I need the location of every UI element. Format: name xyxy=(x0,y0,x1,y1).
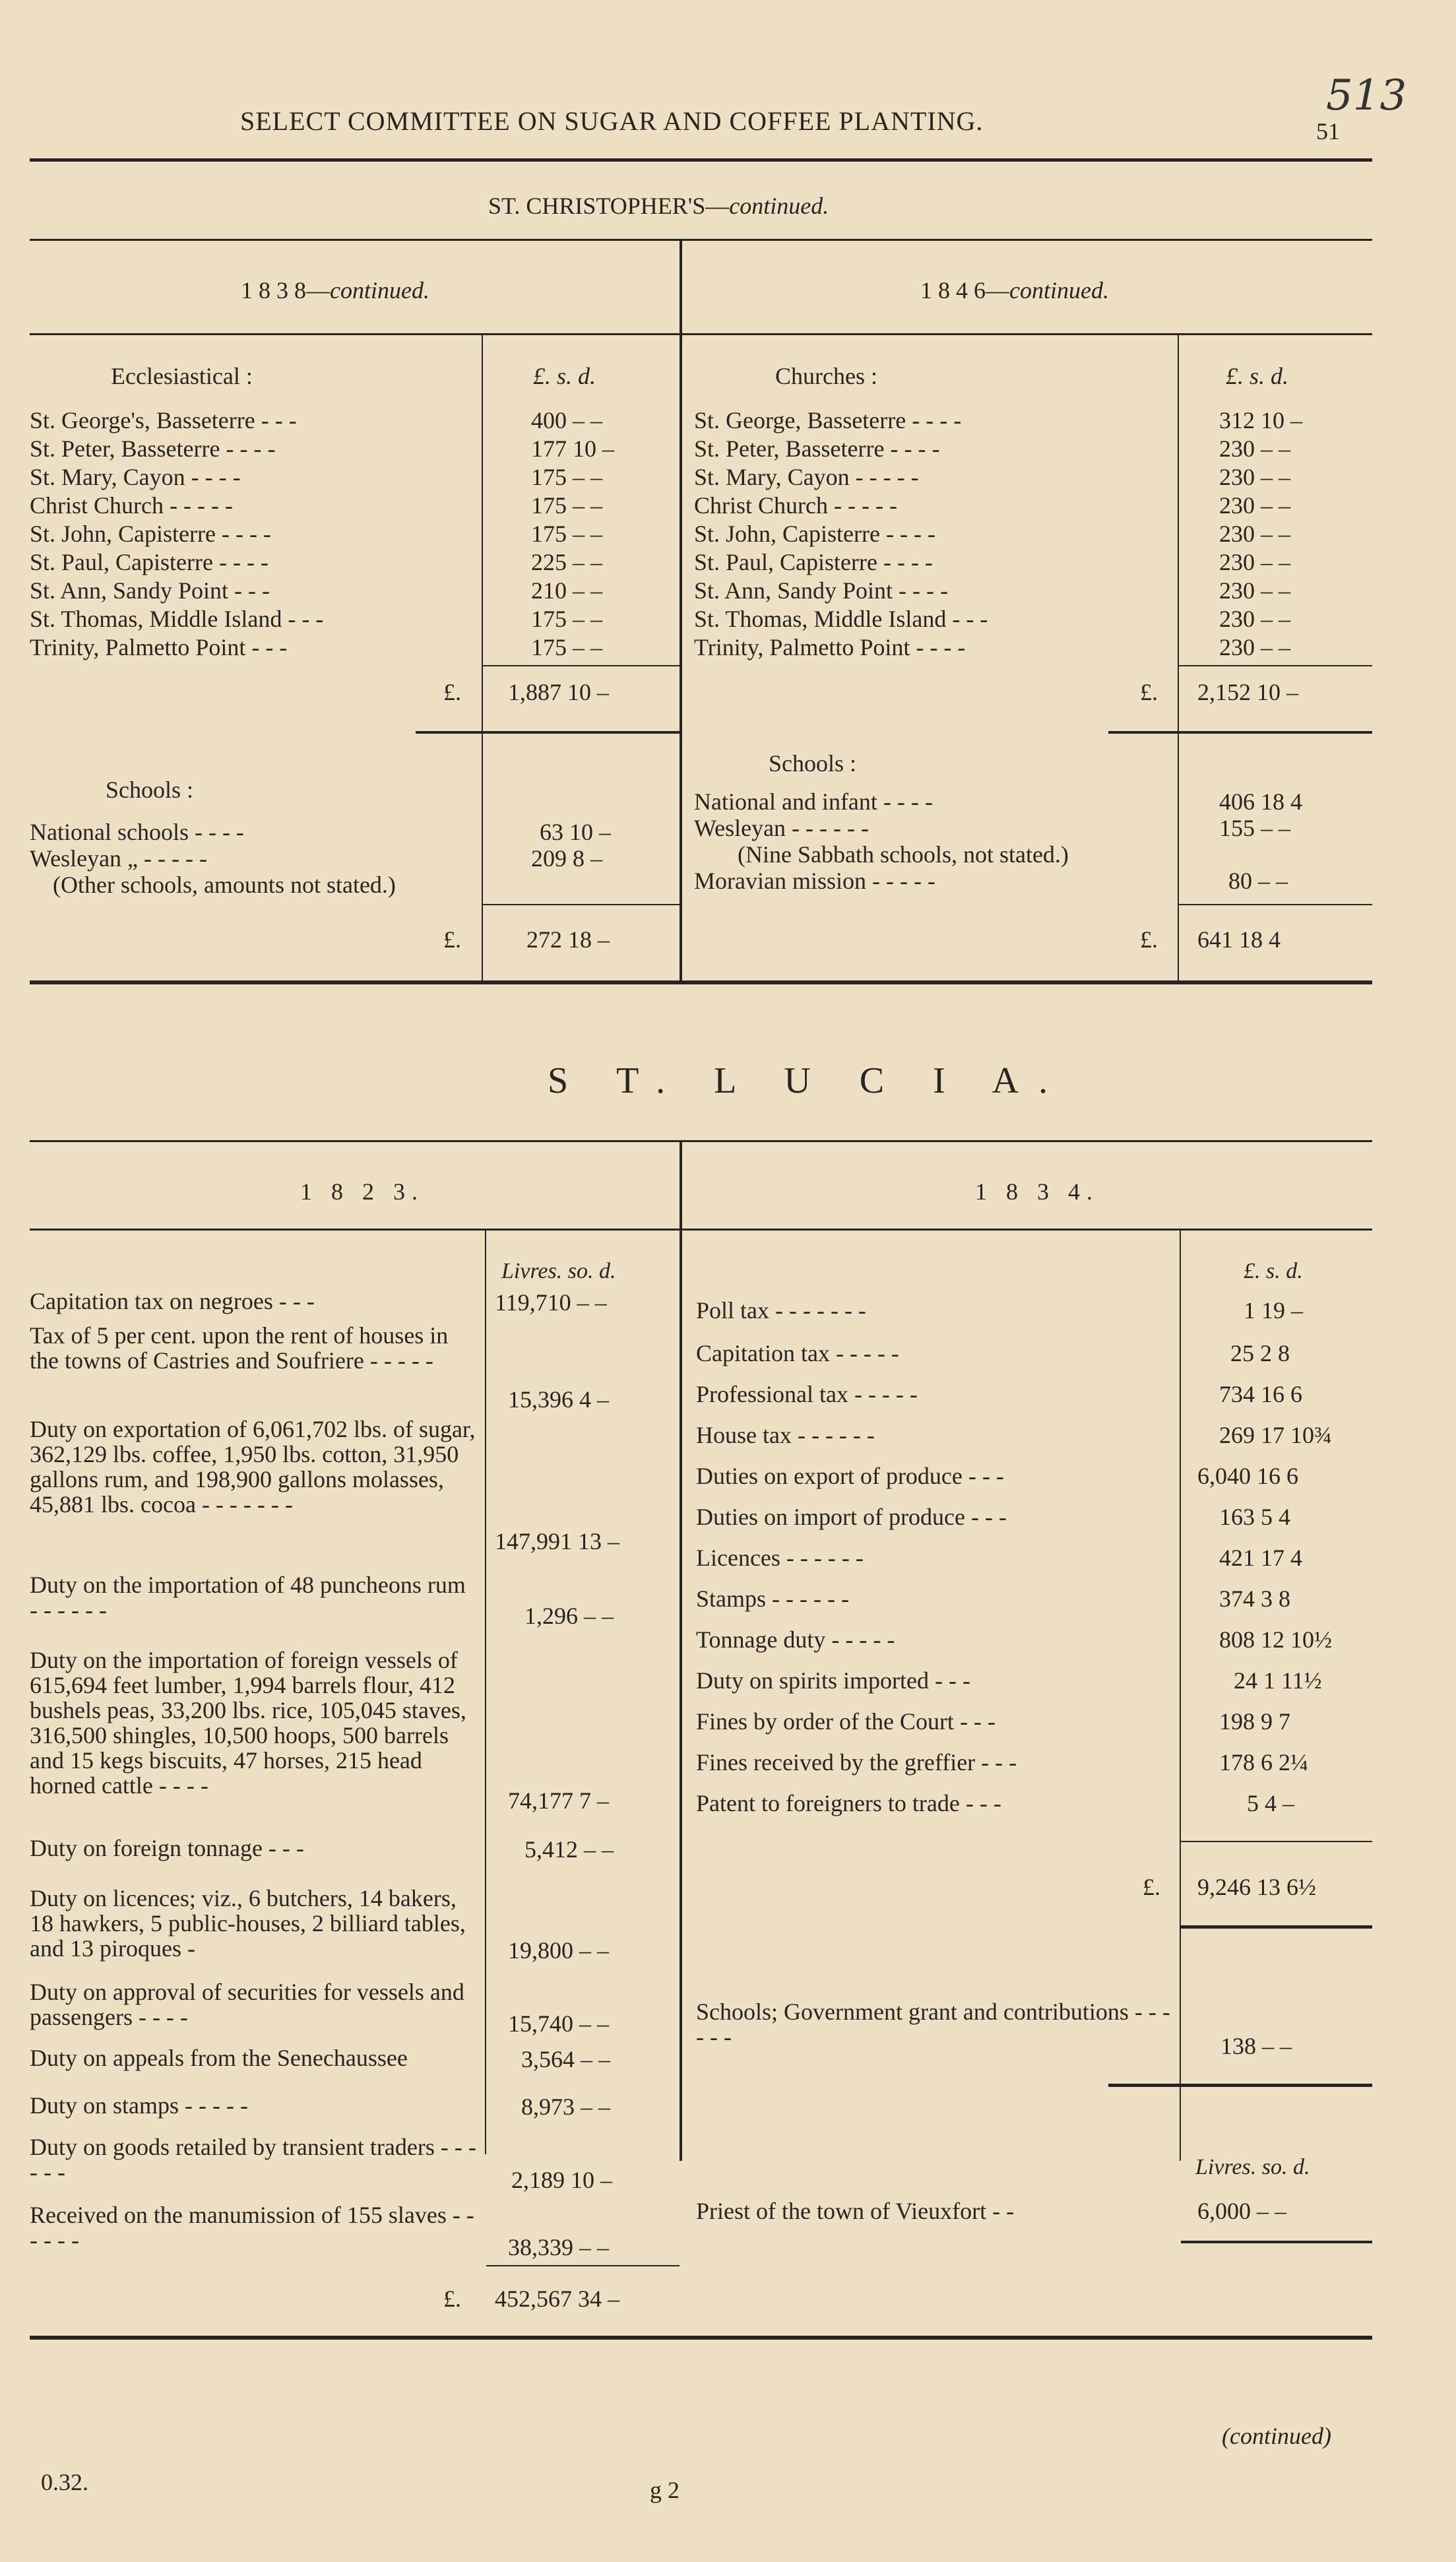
revenue-amount: 808 12 10½ xyxy=(1219,1626,1332,1653)
churches-label: Churches : xyxy=(775,363,877,389)
revenue-amount: 269 17 10¾ xyxy=(1219,1422,1332,1448)
footer-left-mark: 0.32. xyxy=(41,2469,88,2495)
running-header-title: SELECT COMMITTEE ON SUGAR AND COFFEE PLANTING. xyxy=(240,106,984,136)
revenue-amount: 25 2 8 xyxy=(1230,1340,1290,1366)
stl-right-total-rule xyxy=(1181,1925,1372,1929)
year-italic: continued. xyxy=(1009,277,1109,304)
stl-schools-rule xyxy=(1108,2084,1372,2087)
manuscript-folio-number: 513 xyxy=(1326,71,1407,120)
revenue-amount: 15,740 – – xyxy=(508,2010,609,2037)
stl-right-year: 1 8 3 4. xyxy=(975,1178,1099,1205)
revenue-item: Duties on import of produce - - - xyxy=(696,1504,1007,1530)
section-subtitle xyxy=(488,191,829,220)
church-amount: 230 – – xyxy=(1219,549,1290,575)
revenue-amount: 3,564 – – xyxy=(521,2046,610,2072)
footer-signature-mark: g 2 xyxy=(650,2477,680,2503)
priest-amount: 6,000 – – xyxy=(1197,2198,1286,2224)
church-name: St. George's, Basseterre - - - xyxy=(30,407,297,433)
stl-left-amt-divider xyxy=(485,1231,486,2154)
revenue-amount: 147,991 13 – xyxy=(495,1528,619,1554)
church-amount: 175 – – xyxy=(531,492,602,519)
schools-grant-text: Schools; Government grant and contributions - - - - - - xyxy=(696,1999,1170,2050)
ecclesiastical-label: Ecclesiastical : xyxy=(111,363,253,389)
revenue-amount: 1 19 – xyxy=(1244,1297,1303,1324)
revenue-item: Poll tax - - - - - - - xyxy=(696,1297,866,1324)
revenue-item: Duty on the importation of foreign vessels of 615,694 feet lumber, 1,994 barrels flour, 412 bushels peas, 33,200 lbs. rice, 105,045 staves, 316,500 shingles, 10,500 hoops, 500 barrels and 15 kegs biscuits, 47 horses, 215 head horned cattle - - - - xyxy=(30,1647,466,1799)
church-amount: 230 – – xyxy=(1219,521,1290,547)
stc-left-amt-divider xyxy=(482,333,483,983)
revenue-item: Duty on licences; viz., 6 butchers, 14 bakers, 18 hawkers, 5 public-houses, 2 billiard tables, and 13 piroques - xyxy=(30,1885,466,1962)
revenue-amount: 19,800 – – xyxy=(508,1937,609,1964)
stl-left-total: 452,567 34 – xyxy=(495,2286,619,2312)
right-schools-label: Schools : xyxy=(769,750,857,777)
school-name: Wesleyan „ - - - - - xyxy=(30,845,207,872)
stl-left-cols: Livres. so. d. xyxy=(501,1259,616,1283)
revenue-amount: 74,177 7 – xyxy=(508,1787,609,1814)
church-name: Trinity, Palmetto Point - - - xyxy=(30,634,288,660)
revenue-item: Duties on export of produce - - - xyxy=(696,1463,1004,1489)
church-name: St. Peter, Basseterre - - - - xyxy=(694,435,940,462)
school-note: (Nine Sabbath schools, not stated.) xyxy=(738,841,1069,868)
school-note: (Other schools, amounts not stated.) xyxy=(53,872,396,898)
stl-center-divider xyxy=(680,1140,682,2161)
church-amount: 230 – – xyxy=(1219,634,1290,660)
right-churches-sum-rule xyxy=(1179,665,1372,666)
church-amount: 210 – – xyxy=(531,577,602,604)
left-schools-rule xyxy=(416,731,680,734)
revenue-amount: 198 9 7 xyxy=(1219,1708,1290,1735)
church-name: St. Thomas, Middle Island - - - xyxy=(694,606,988,632)
church-amount: 312 10 – xyxy=(1219,407,1302,433)
revenue-item: Duty on approval of securities for vessels and passengers - - - - xyxy=(30,1979,464,2030)
left-schools-total: 272 18 – xyxy=(526,926,610,953)
stl-right-sum-rule xyxy=(1181,1841,1372,1842)
church-amount: 175 – – xyxy=(531,606,602,632)
stl-priest-rule xyxy=(1181,2241,1372,2243)
right-churches-total-label: £. xyxy=(1140,679,1158,705)
revenue-item: Duty on spirits imported - - - xyxy=(696,1667,970,1694)
year-text: 1 8 3 8— xyxy=(241,277,330,304)
revenue-amount: 24 1 11½ xyxy=(1234,1667,1322,1694)
school-amount: 406 18 4 xyxy=(1219,788,1302,815)
revenue-amount: 734 16 6 xyxy=(1219,1381,1302,1407)
subtitle-italic: continued. xyxy=(729,193,829,219)
revenue-amount: 163 5 4 xyxy=(1219,1504,1290,1530)
revenue-item: Patent to foreigners to trade - - - xyxy=(696,1790,1001,1816)
school-amount: 80 – – xyxy=(1228,868,1288,894)
year-italic: continued. xyxy=(330,277,429,304)
church-name: St. Paul, Capisterre - - - - xyxy=(30,549,269,575)
stc-left-year xyxy=(241,276,429,305)
revenue-item: Received on the manumission of 155 slaves - - - - - - xyxy=(30,2202,474,2253)
church-amount: 230 – – xyxy=(1219,464,1290,490)
revenue-item: House tax - - - - - - xyxy=(696,1422,875,1448)
stl-left-total-label: £. xyxy=(443,2286,461,2312)
revenue-item: Licences - - - - - - xyxy=(696,1545,864,1571)
church-name: St. Ann, Sandy Point - - - - xyxy=(694,577,949,604)
stl-right-cols: £. s. d. xyxy=(1244,1259,1303,1283)
stl-top-rule xyxy=(30,1140,1372,1142)
priest-text: Priest of the town of Vieuxfort - - xyxy=(696,2198,1015,2224)
stl-right-total: 9,246 13 6½ xyxy=(1197,1874,1316,1900)
left-schools-label: Schools : xyxy=(106,777,194,803)
stl-left-sum-rule xyxy=(486,2265,680,2266)
stc-center-divider xyxy=(680,239,682,984)
revenue-item: Capitation tax - - - - - xyxy=(696,1340,899,1366)
church-name: St. Mary, Cayon - - - - xyxy=(30,464,241,490)
church-amount: 225 – – xyxy=(531,549,602,575)
revenue-amount: 178 6 2¼ xyxy=(1219,1749,1308,1776)
church-name: St. Peter, Basseterre - - - - xyxy=(30,435,276,462)
church-amount: 177 10 – xyxy=(531,435,614,462)
church-name: Christ Church - - - - - xyxy=(694,492,897,519)
school-name: Moravian mission - - - - - xyxy=(694,868,935,894)
revenue-amount: 5 4 – xyxy=(1247,1790,1294,1816)
right-schools-total-label: £. xyxy=(1140,926,1158,953)
revenue-item: Tax of 5 per cent. upon the rent of houses in the towns of Castries and Soufriere - - - - - xyxy=(30,1322,449,1374)
header-rule xyxy=(30,158,1372,162)
church-amount: 230 – – xyxy=(1219,577,1290,604)
church-name: St. John, Capisterre - - - - xyxy=(30,521,271,547)
right-schools-rule xyxy=(1108,731,1372,734)
church-amount: 175 – – xyxy=(531,521,602,547)
priest-cols: Livres. so. d. xyxy=(1195,2155,1310,2179)
revenue-item: Duty on stamps - - - - - xyxy=(30,2092,248,2119)
page-number: 51 xyxy=(1316,118,1340,144)
church-name: St. Ann, Sandy Point - - - xyxy=(30,577,270,604)
revenue-amount: 119,710 – – xyxy=(495,1289,607,1316)
revenue-item: Professional tax - - - - - xyxy=(696,1381,918,1407)
church-amount: 230 – – xyxy=(1219,492,1290,519)
revenue-item: Duty on appeals from the Senechaussee xyxy=(30,2045,408,2071)
school-amount: 155 – – xyxy=(1219,815,1290,841)
left-schools-sum-rule xyxy=(483,904,680,905)
church-amount: 175 – – xyxy=(531,464,602,490)
stc-year-rule-left xyxy=(30,333,680,335)
church-name: Trinity, Palmetto Point - - - - xyxy=(694,634,966,660)
revenue-amount: 1,296 – – xyxy=(524,1603,614,1629)
church-amount: 230 – – xyxy=(1219,435,1290,462)
revenue-item: Fines received by the greffier - - - xyxy=(696,1749,1017,1776)
revenue-item: Duty on exportation of 6,061,702 lbs. of sugar, 362,129 lbs. coffee, 1,950 lbs. cotton, 31,950 gallons rum, and 198,900 gallons molasses, 45,881 lbs. cocoa - - - - - - - xyxy=(30,1416,476,1518)
church-name: St. Mary, Cayon - - - - - xyxy=(694,464,919,490)
st-lucia-title: S T. L U C I A. xyxy=(548,1060,1068,1101)
revenue-amount: 421 17 4 xyxy=(1219,1545,1302,1571)
revenue-amount: 6,040 16 6 xyxy=(1197,1463,1298,1489)
stl-bottom-rule xyxy=(30,2336,1372,2340)
stc-year-rule-right xyxy=(682,333,1372,335)
revenue-item: Tonnage duty - - - - - xyxy=(696,1626,895,1653)
church-name: Christ Church - - - - - xyxy=(30,492,233,519)
stc-bottom-rule xyxy=(30,980,1372,984)
left-schools-total-label: £. xyxy=(443,926,461,953)
church-name: St. Paul, Capisterre - - - - xyxy=(694,549,933,575)
school-name: Wesleyan - - - - - - xyxy=(694,815,869,841)
school-name: National schools - - - - xyxy=(30,819,244,845)
right-churches-total: 2,152 10 – xyxy=(1197,679,1298,705)
revenue-amount: 2,189 10 – xyxy=(511,2167,612,2193)
church-amount: 175 – – xyxy=(531,634,602,660)
left-churches-total: 1,887 10 – xyxy=(508,679,609,705)
revenue-item: Duty on the importation of 48 puncheons rum - - - - - - xyxy=(30,1572,466,1623)
stl-year-rule-right xyxy=(682,1229,1372,1231)
left-churches-total-label: £. xyxy=(443,679,461,705)
stc-right-year xyxy=(920,276,1109,305)
left-cols-header: £. s. d. xyxy=(533,363,596,389)
revenue-item: Fines by order of the Court - - - xyxy=(696,1708,996,1735)
school-amount: 209 8 – xyxy=(531,845,602,872)
right-schools-sum-rule xyxy=(1179,904,1372,905)
revenue-amount: 374 3 8 xyxy=(1219,1585,1290,1612)
stl-right-amt-divider xyxy=(1180,1231,1181,2161)
stl-year-rule-left xyxy=(30,1229,680,1231)
revenue-item: Stamps - - - - - - xyxy=(696,1585,849,1612)
revenue-amount: 8,973 – – xyxy=(521,2094,610,2120)
school-amount: 63 10 – xyxy=(540,819,611,845)
stl-right-total-label: £. xyxy=(1143,1874,1160,1900)
revenue-amount: 15,396 4 – xyxy=(508,1386,609,1413)
rule-top-stc xyxy=(30,239,1372,241)
stl-left-year: 1 8 2 3. xyxy=(300,1178,424,1205)
right-schools-total: 641 18 4 xyxy=(1197,926,1281,953)
church-name: St. John, Capisterre - - - - xyxy=(694,521,935,547)
continued-note: (continued) xyxy=(1222,2423,1331,2449)
church-amount: 230 – – xyxy=(1219,606,1290,632)
right-cols-header: £. s. d. xyxy=(1226,363,1289,389)
left-churches-sum-rule xyxy=(483,665,680,666)
revenue-amount: 38,339 – – xyxy=(508,2234,609,2260)
revenue-amount: 5,412 – – xyxy=(524,1836,614,1863)
church-name: St. Thomas, Middle Island - - - xyxy=(30,606,324,632)
stc-right-amt-divider xyxy=(1178,333,1179,983)
revenue-item: Capitation tax on negroes - - - xyxy=(30,1288,315,1314)
year-text: 1 8 4 6— xyxy=(920,277,1009,304)
church-name: St. George, Basseterre - - - - xyxy=(694,407,962,433)
school-name: National and infant - - - - xyxy=(694,788,933,815)
revenue-item: Duty on foreign tonnage - - - xyxy=(30,1835,304,1861)
church-amount: 400 – – xyxy=(531,407,602,433)
revenue-item: Duty on goods retailed by transient traders - - - - - - xyxy=(30,2134,476,2185)
subtitle-text: ST. CHRISTOPHER'S— xyxy=(488,193,730,219)
schools-grant-amount: 138 – – xyxy=(1220,2033,1292,2059)
